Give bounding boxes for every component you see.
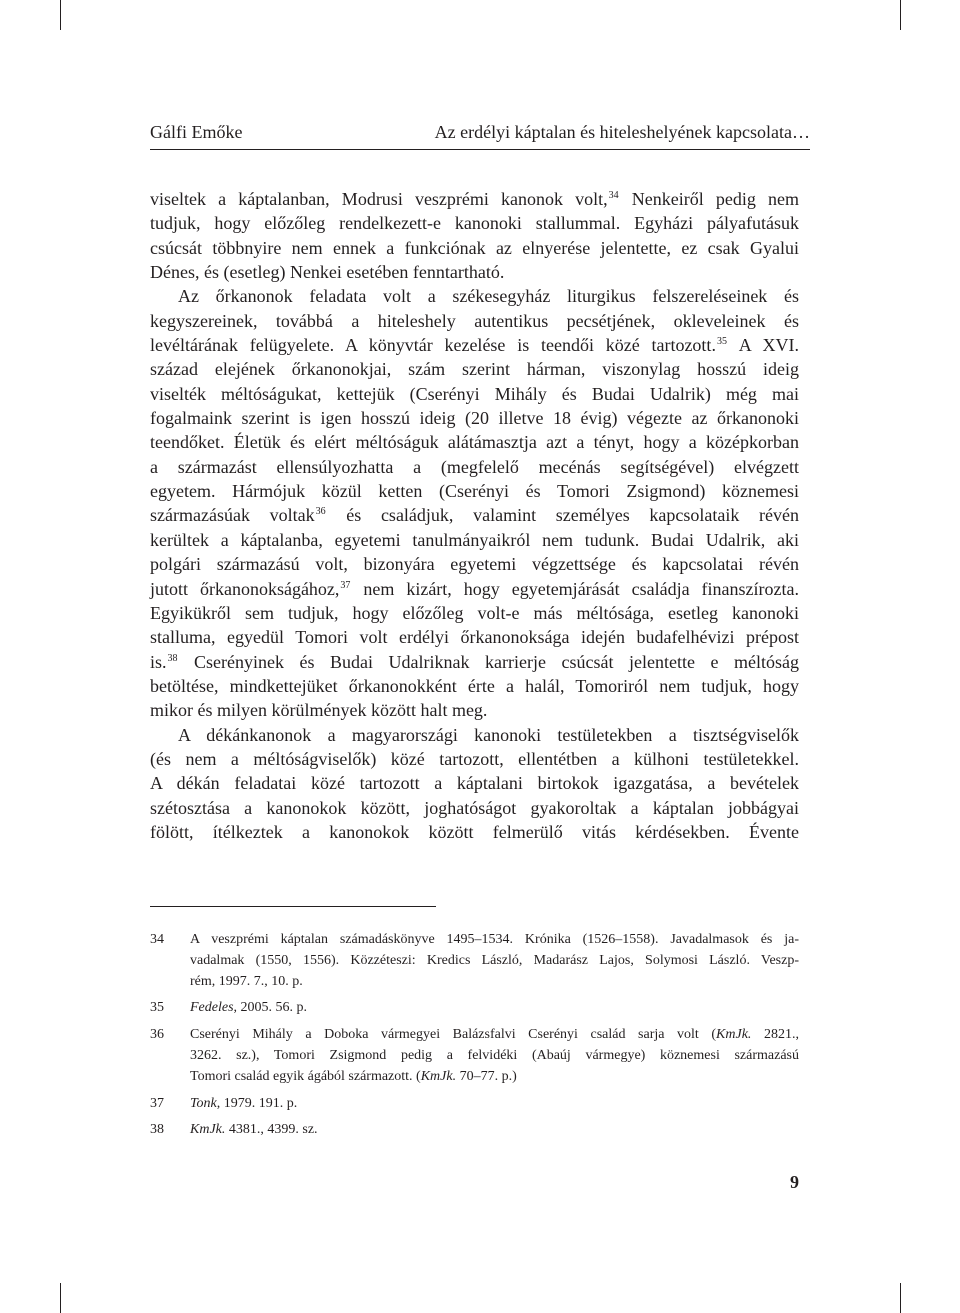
footnote-34 (150, 930, 799, 992)
footnote-number: 36 (150, 1027, 164, 1043)
text-line: a származást ellensúlyozhatta a (megfelelő mecénás segítségével) elvégzett (150, 456, 799, 477)
running-head-title: Az erdélyi káptalan és hiteleshelyének kapcsolata… (434, 122, 810, 142)
footnote-line: KmJk. 4381., 4399. sz. (190, 1122, 318, 1138)
text-line: tudjuk, hogy előzőleg rendelkezett-e kanonoki stallummal. Egyházi pályafutásuk (150, 213, 799, 234)
running-head-author: Gálfi Emőke (150, 122, 243, 142)
text-line: Az őrkanonok feladata volt a székesegyház liturgikus felszereléseinek és (178, 286, 799, 307)
text-line: fogalmaink szerint is igen hosszú ideig (20 illetve 18 évig) végezte az őrkanonoki (150, 408, 799, 429)
page-number: 9 (790, 1172, 799, 1192)
text-line: származásúak voltak$^{36}$ és családjuk, valamint személyes kapcsolataik révén (150, 505, 799, 526)
text-line: fölött, ítélkeztek a kanonokok között felmerülő vitás kérdésekben. Évente (150, 821, 799, 842)
footnote-37 (150, 1094, 799, 1115)
footnote-line: vadalmak (1550, 1556). Közzéteszi: Kredics László, Madarász Lajos, Solymosi László. Veszp- (190, 952, 799, 968)
footnote-line: Tomori család egyik ágából származott. (KmJk. 70–77. p.) (190, 1068, 517, 1084)
footnote-line: Cserényi Mihály a Doboka vármegyei Balázsfalvi Cserényi család sarja volt (KmJk. 2821., (190, 1027, 799, 1043)
text-line: kerültek a káptalanba, egyetemi tanulmányaikról nem tudunk. Budai Udalrik, aki (150, 529, 799, 550)
footnote-line: Tonk, 1979. 191. p. (190, 1095, 298, 1111)
text-line: csúcsát többnyire nem ennek a funkciónak az elnyerése jelentette, ez csak Gyalui (150, 237, 799, 258)
text-line: mikor és milyen körülmények között halt meg. (150, 700, 488, 721)
header-rule (150, 149, 810, 150)
footnote-36 (150, 1025, 799, 1087)
footnote-35 (150, 998, 799, 1019)
footnote-line: Fedeles, 2005. 56. p. (190, 1000, 308, 1016)
body-text (150, 187, 799, 844)
footnote-line: 3262. sz.), Tomori Zsigmond pedig a felvidéki (Abaúj vármegye) köznemesi származású (190, 1047, 799, 1063)
text-line: viselték méltóságukat, kettejük (Cserényi Mihály és Budai Udalrik) még mai (150, 383, 799, 404)
footnote-number: 37 (150, 1095, 164, 1111)
footnote-ref-38[interactable]: 38 (167, 652, 178, 664)
footnote-ref-37[interactable]: 37 (340, 579, 351, 591)
text-line: A dékánkanonok a magyarországi kanonoki testületekben a tisztségviselők (178, 724, 799, 745)
footnote-line: A veszprémi káptalan számadáskönyve 1495–1534. Krónika (1526–1558). Javadalmasok és ja- (190, 932, 799, 947)
text-line: levéltárának felügyelete. A könyvtár kezelése is teendői közé tartozott.$^{35}$ A XVI. (150, 335, 799, 356)
crop-mark (900, 0, 901, 30)
text-line: teendőket. Életük és elért méltóságuk alátámasztja azt a tényt, hogy a középkorban (150, 432, 799, 453)
text-line: egyetem. Hármójuk közül ketten (Cserényi és Tomori Zsigmond) köznemesi (150, 481, 799, 502)
crop-mark (60, 1283, 61, 1313)
text-line: is.$^{38}$ Cserényinek és Budai Udalriknak karrierje csúcsát jelentette e méltóság (150, 651, 799, 672)
footnote-38 (150, 1120, 799, 1141)
text-line: jutott őrkanonokságához,$^{37}$ nem kizárt, hogy egyetemjárását családja finanszírozta. (150, 578, 799, 599)
text-line: (és nem a méltóságviselők) közé tartozott, ellentétben a külhoni testületekkel. (150, 748, 799, 769)
footnote-number: 38 (150, 1122, 164, 1138)
text-line: polgári származású volt, bizonyára egyetemi végzettsége és kapcsolatai révén (150, 554, 799, 575)
footnote-number: 35 (150, 1000, 164, 1016)
footnote-ref-34[interactable]: 34 (608, 190, 619, 201)
footnote-number: 34 (150, 932, 164, 947)
footnotes (150, 930, 799, 1147)
footnote-ref-35[interactable]: 35 (716, 336, 727, 348)
text-line: század elejének őrkanonokjai, szám szerint hárman, viszonylag hosszú ideig (150, 359, 799, 380)
text-line: kegyszereinek, továbbá a hiteleshely autentikus pecsétjének, okleveleinek és (150, 310, 799, 331)
text-line: A dékán feladatai közé tartozott a káptalani birtokok igazgatása, a bevételek (150, 773, 799, 794)
text-line: betöltése, mindkettejüket őrkanonokként érte a halál, Tomoriról nem tudjuk, hogy (150, 675, 799, 696)
footnote-line: rém, 1997. 7., 10. p. (190, 973, 303, 989)
crop-mark (900, 1283, 901, 1313)
footnote-rule (150, 906, 436, 907)
text-line: viseltek a káptalanban, Modrusi veszprémi kanonok volt,$^{34}$ Nenkeiről pedig nem (150, 189, 799, 209)
text-line: stalluma, egyedül Tomori volt erdélyi őrkanonoksága idején budafelhévizi prépost (150, 627, 799, 648)
text-line: szétosztása a kanonokok között, joghatóságot gyakoroltak a káptalan jobbágyai (150, 797, 799, 818)
crop-mark (60, 0, 61, 30)
text-line: Dénes, és (esetleg) Nenkei esetében fenntartható. (150, 262, 505, 283)
text-line: Egyikükről sem tudjuk, hogy előzőleg volt-e más méltósága, esetleg kanonoki (150, 602, 799, 623)
footnote-ref-36[interactable]: 36 (315, 506, 326, 518)
